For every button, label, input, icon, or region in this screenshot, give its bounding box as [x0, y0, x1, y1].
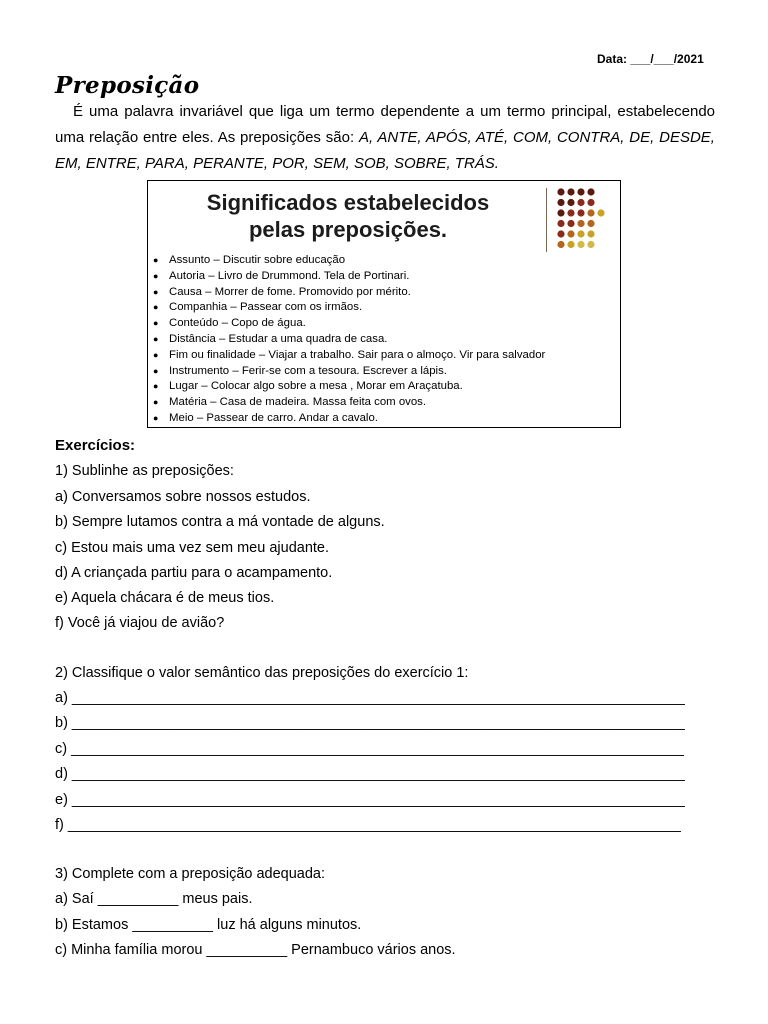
decorative-dot: [567, 241, 574, 248]
exercise1-item-f: f) Você já viajou de avião?: [55, 615, 225, 631]
meaning-term: Instrumento: [169, 364, 230, 377]
date-field: Data: ___/___/2021: [597, 52, 704, 66]
exercise3-prompt: 3) Complete com a preposição adequada:: [55, 866, 326, 882]
exercise2-item-b[interactable]: b) ____________________________________________________________________________: [55, 715, 685, 731]
exercise1-item-a: a) Conversamos sobre nossos estudos.: [55, 489, 311, 505]
meaning-example: Colocar algo sobre a mesa , Morar em Araçatuba.: [210, 380, 463, 393]
bullet-icon: ●: [153, 270, 159, 281]
meaning-example: Passear de carro. Andar a cavalo.: [206, 411, 378, 424]
decorative-dot: [567, 199, 574, 206]
meanings-title-line1: Significados estabelecidos: [206, 190, 490, 215]
decorative-dot: [587, 241, 594, 248]
exercise3-item-b[interactable]: b) Estamos __________ luz há alguns minutos.: [55, 917, 362, 933]
exercise1-item-e: e) Aquela chácara é de meus tios.: [55, 590, 275, 606]
meaning-example: Morrer de fome. Promovido por mérito.: [214, 285, 411, 298]
meaning-item: [153, 348, 545, 364]
decorative-dot: [587, 188, 594, 195]
exercise1-item-b: b) Sempre lutamos contra a má vontade de alguns.: [55, 514, 385, 530]
exercise2-item-a[interactable]: a) ____________________________________________________________________________: [55, 690, 685, 706]
decorative-dot: [577, 220, 584, 227]
bullet-icon: ●: [153, 286, 159, 297]
meaning-item: [153, 269, 545, 285]
meaning-item: [153, 285, 545, 301]
meaning-term: Fim ou finalidade: [169, 348, 256, 361]
meaning-separator: –: [193, 411, 207, 424]
meaning-item: [153, 395, 545, 411]
intro-text: É uma palavra invariável que liga um termo dependente a um termo principal, estabelecendo uma relação entre eles. As preposições são:: [55, 103, 715, 146]
bullet-icon: ●: [153, 333, 159, 344]
exercise3-item-a[interactable]: a) Saí __________ meus pais.: [55, 891, 253, 907]
bullet-icon: ●: [153, 255, 159, 265]
decorative-dot: [567, 209, 574, 216]
meaning-separator: –: [205, 269, 218, 282]
decorative-dot: [577, 230, 584, 237]
bullet-icon: ●: [153, 397, 159, 408]
exercise2-item-f[interactable]: f) ____________________________________________________________________________: [55, 817, 681, 833]
decorative-dot: [567, 188, 574, 195]
decorative-dot: [557, 199, 564, 206]
meaning-item: [153, 411, 545, 427]
meaning-example: Discutir sobre educação: [222, 254, 346, 266]
meaning-separator: –: [206, 396, 220, 409]
decorative-dot: [557, 220, 564, 227]
meaning-term: Assunto: [169, 254, 211, 266]
meaning-term: Matéria: [169, 396, 207, 409]
meaning-term: Meio: [169, 411, 194, 424]
decorative-dot: [587, 209, 594, 216]
decorative-dot: [577, 188, 584, 195]
meaning-item: [153, 316, 545, 332]
meaning-term: Companhia: [169, 301, 228, 314]
exercise1-item-d: d) A criançada partiu para o acampamento.: [55, 565, 333, 581]
bullet-icon: ●: [153, 381, 159, 392]
meaning-separator: –: [201, 285, 215, 298]
meanings-box: [147, 180, 621, 428]
meanings-box-title: [148, 189, 548, 243]
decorative-dot: [587, 220, 594, 227]
exercise2-item-d[interactable]: d) ____________________________________________________________________________: [55, 766, 685, 782]
decorative-dot: [587, 199, 594, 206]
meaning-separator: –: [210, 254, 223, 266]
decorative-dot: [557, 241, 564, 248]
meaning-example: Livro de Drummond. Tela de Portinari.: [217, 269, 410, 282]
meaning-item: [153, 364, 545, 380]
meaning-term: Causa: [169, 285, 202, 298]
decorative-dot: [567, 220, 574, 227]
exercise1-item-c: c) Estou mais uma vez sem meu ajudante.: [55, 540, 330, 556]
exercise2-prompt: 2) Classifique o valor semântico das preposições do exercício 1:: [55, 665, 469, 681]
decorative-dot: [557, 230, 564, 237]
exercises-heading: Exercícios:: [55, 437, 136, 454]
exercise1-prompt: 1) Sublinhe as preposições:: [55, 463, 234, 479]
meaning-example: Ferir-se com a tesoura. Escrever a lápis.: [241, 364, 447, 377]
bullet-icon: ●: [153, 318, 159, 329]
meaning-separator: –: [215, 332, 229, 345]
decorative-dot: [577, 241, 584, 248]
exercise2-item-c[interactable]: c) ____________________________________________________________________________: [55, 741, 684, 757]
meaning-item: [153, 379, 545, 395]
meaning-term: Conteúdo: [169, 317, 219, 330]
exercise3-item-c[interactable]: c) Minha família morou __________ Pernambuco vários anos.: [55, 942, 456, 958]
exercise2-item-e[interactable]: e) ____________________________________________________________________________: [55, 792, 685, 808]
meaning-separator: –: [218, 317, 232, 330]
decorative-dot: [577, 209, 584, 216]
meaning-separator: –: [229, 364, 242, 377]
decorative-dot: [567, 230, 574, 237]
meaning-separator: –: [198, 380, 211, 393]
meanings-title-line2: pelas preposições.: [248, 217, 448, 242]
decorative-divider: [546, 188, 547, 252]
decorative-dot: [577, 199, 584, 206]
meaning-item: [153, 253, 545, 269]
page-title: Preposição: [55, 72, 200, 99]
decorative-dot: [557, 209, 564, 216]
meaning-term: Distância: [169, 332, 216, 345]
meaning-separator: –: [227, 301, 240, 314]
meaning-example: Copo de água.: [231, 317, 306, 330]
meaning-item: [153, 300, 545, 316]
meaning-separator: –: [255, 348, 269, 361]
bullet-icon: ●: [153, 302, 159, 313]
meaning-term: Lugar: [169, 380, 199, 393]
bullet-icon: ●: [153, 349, 159, 360]
bullet-icon: ●: [153, 412, 159, 423]
meaning-example: Passear com os irmãos.: [239, 301, 363, 314]
decorative-dot: [587, 230, 594, 237]
prepositions-list: A, ANTE, APÓS, ATÉ, COM, CONTRA, DE, DESDE, EM, ENTRE, PARA, PERANTE, POR, SEM, SOB, SOBRE, TRÁS.: [55, 129, 715, 172]
meaning-example: Casa de madeira. Massa feita com ovos.: [219, 396, 427, 409]
decorative-dot: [597, 209, 604, 216]
intro-paragraph: [55, 99, 715, 177]
meaning-example: Viajar a trabalho. Sair para o almoço. Vir para salvador: [268, 348, 546, 361]
meanings-list: [153, 253, 545, 427]
meaning-term: Autoria: [169, 269, 206, 282]
bullet-icon: ●: [153, 365, 159, 376]
decorative-dot: [557, 188, 564, 195]
meaning-item: [153, 332, 545, 348]
meaning-example: Estudar a uma quadra de casa.: [228, 332, 388, 345]
decorative-dots-icon: [555, 186, 613, 256]
